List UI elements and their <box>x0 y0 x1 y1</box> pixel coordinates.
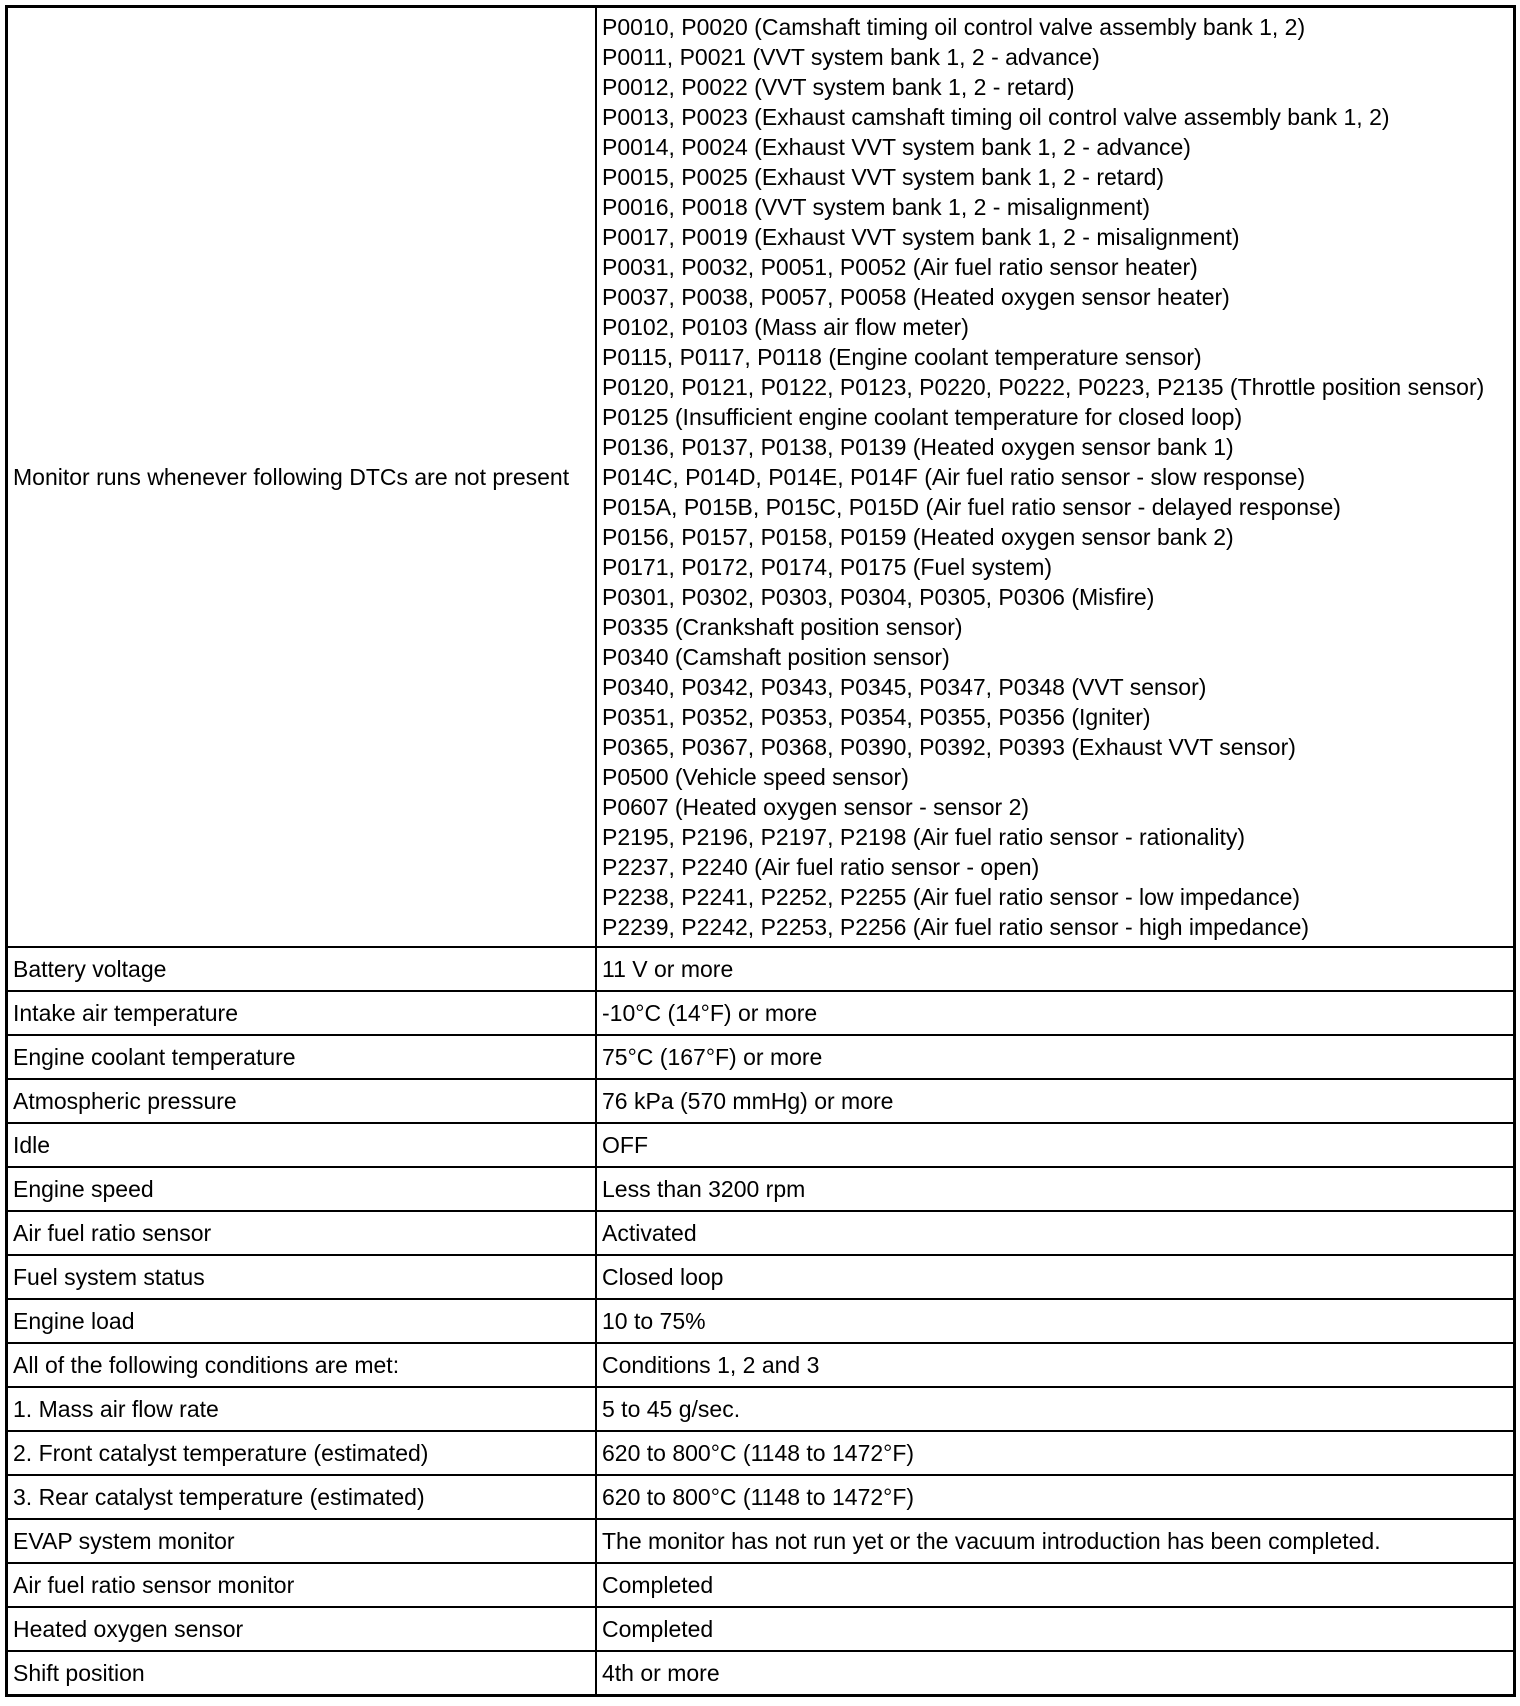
row-label: Shift position <box>7 1651 597 1696</box>
dtc-line: P0351, P0352, P0353, P0354, P0355, P0356 (Igniter) <box>602 704 1151 730</box>
row-label: Engine speed <box>7 1167 597 1211</box>
table-row <box>7 1167 1515 1211</box>
dtc-line: P0340, P0342, P0343, P0345, P0347, P0348 (VVT sensor) <box>602 674 1207 700</box>
table-row <box>7 1563 1515 1607</box>
row-label: 2. Front catalyst temperature (estimated) <box>7 1431 597 1475</box>
dtc-line: P0607 (Heated oxygen sensor - sensor 2) <box>602 794 1030 820</box>
table-body <box>7 7 1515 1696</box>
dtc-line: P0015, P0025 (Exhaust VVT system bank 1, 2 - retard) <box>602 164 1165 190</box>
row-label: Engine load <box>7 1299 597 1343</box>
row-label: Atmospheric pressure <box>7 1079 597 1123</box>
dtc-line: P0335 (Crankshaft position sensor) <box>602 614 963 640</box>
table-row <box>7 1387 1515 1431</box>
row-label: Air fuel ratio sensor monitor <box>7 1563 597 1607</box>
row-value: Conditions 1, 2 and 3 <box>596 1343 1515 1387</box>
row-value: Closed loop <box>596 1255 1515 1299</box>
row-value: -10°C (14°F) or more <box>596 991 1515 1035</box>
row-value: 620 to 800°C (1148 to 1472°F) <box>596 1475 1515 1519</box>
row-label: 3. Rear catalyst temperature (estimated) <box>7 1475 597 1519</box>
row-label: All of the following conditions are met: <box>7 1343 597 1387</box>
dtc-line: P0016, P0018 (VVT system bank 1, 2 - misalignment) <box>602 194 1151 220</box>
dtc-line: P0102, P0103 (Mass air flow meter) <box>602 314 969 340</box>
table-row <box>7 991 1515 1035</box>
row-label: Monitor runs whenever following DTCs are not present <box>7 7 597 948</box>
table-row <box>7 1651 1515 1696</box>
row-value: 4th or more <box>596 1651 1515 1696</box>
table-row <box>7 1211 1515 1255</box>
row-value: 11 V or more <box>596 947 1515 991</box>
row-value: Completed <box>596 1563 1515 1607</box>
row-label: Heated oxygen sensor <box>7 1607 597 1651</box>
row-value: 75°C (167°F) or more <box>596 1035 1515 1079</box>
row-label: 1. Mass air flow rate <box>7 1387 597 1431</box>
dtc-line: P0011, P0021 (VVT system bank 1, 2 - advance) <box>602 44 1100 70</box>
dtc-line: P0014, P0024 (Exhaust VVT system bank 1, 2 - advance) <box>602 134 1191 160</box>
dtc-line: P0010, P0020 (Camshaft timing oil control valve assembly bank 1, 2) <box>602 14 1306 40</box>
dtc-line: P0136, P0137, P0138, P0139 (Heated oxygen sensor bank 1) <box>602 434 1234 460</box>
dtc-line: P0031, P0032, P0051, P0052 (Air fuel ratio sensor heater) <box>602 254 1198 280</box>
row-label: Intake air temperature <box>7 991 597 1035</box>
dtc-line: P014C, P014D, P014E, P014F (Air fuel ratio sensor - slow response) <box>602 464 1306 490</box>
dtc-line: P2237, P2240 (Air fuel ratio sensor - open) <box>602 854 1040 880</box>
table-row <box>7 947 1515 991</box>
dtc-list-cell <box>596 7 1515 948</box>
row-label: Fuel system status <box>7 1255 597 1299</box>
table-row <box>7 1343 1515 1387</box>
row-label: Air fuel ratio sensor <box>7 1211 597 1255</box>
dtc-line: P0365, P0367, P0368, P0390, P0392, P0393 (Exhaust VVT sensor) <box>602 734 1296 760</box>
dtc-line: P0017, P0019 (Exhaust VVT system bank 1, 2 - misalignment) <box>602 224 1240 250</box>
table-row-dtc-conditions <box>7 7 1515 948</box>
dtc-line: P0156, P0157, P0158, P0159 (Heated oxygen sensor bank 2) <box>602 524 1234 550</box>
dtc-line: P0340 (Camshaft position sensor) <box>602 644 950 670</box>
row-label: Battery voltage <box>7 947 597 991</box>
row-value: 10 to 75% <box>596 1299 1515 1343</box>
table-row <box>7 1607 1515 1651</box>
row-value: Activated <box>596 1211 1515 1255</box>
table-row <box>7 1431 1515 1475</box>
dtc-line: P2195, P2196, P2197, P2198 (Air fuel ratio sensor - rationality) <box>602 824 1246 850</box>
dtc-line: P0120, P0121, P0122, P0123, P0220, P0222, P0223, P2135 (Throttle position sensor) <box>602 374 1485 400</box>
row-label: EVAP system monitor <box>7 1519 597 1563</box>
dtc-line: P015A, P015B, P015C, P015D (Air fuel ratio sensor - delayed response) <box>602 494 1341 520</box>
dtc-line: P0037, P0038, P0057, P0058 (Heated oxygen sensor heater) <box>602 284 1230 310</box>
dtc-line: P2238, P2241, P2252, P2255 (Air fuel ratio sensor - low impedance) <box>602 884 1301 910</box>
dtc-line: P0500 (Vehicle speed sensor) <box>602 764 909 790</box>
row-label: Idle <box>7 1123 597 1167</box>
monitor-conditions-table <box>5 5 1516 1697</box>
row-value: 76 kPa (570 mmHg) or more <box>596 1079 1515 1123</box>
row-value: OFF <box>596 1123 1515 1167</box>
table-row <box>7 1255 1515 1299</box>
table-row <box>7 1123 1515 1167</box>
row-value: The monitor has not run yet or the vacuum introduction has been completed. <box>596 1519 1515 1563</box>
table-row <box>7 1299 1515 1343</box>
row-value: Less than 3200 rpm <box>596 1167 1515 1211</box>
row-value: Completed <box>596 1607 1515 1651</box>
table-row <box>7 1035 1515 1079</box>
dtc-line: P0301, P0302, P0303, P0304, P0305, P0306 (Misfire) <box>602 584 1155 610</box>
table-row <box>7 1475 1515 1519</box>
dtc-line: P0013, P0023 (Exhaust camshaft timing oil control valve assembly bank 1, 2) <box>602 104 1390 130</box>
row-value: 5 to 45 g/sec. <box>596 1387 1515 1431</box>
dtc-line: P2239, P2242, P2253, P2256 (Air fuel ratio sensor - high impedance) <box>602 914 1310 940</box>
row-label: Engine coolant temperature <box>7 1035 597 1079</box>
dtc-line: P0115, P0117, P0118 (Engine coolant temperature sensor) <box>602 344 1202 370</box>
table-row <box>7 1079 1515 1123</box>
dtc-line: P0125 (Insufficient engine coolant temperature for closed loop) <box>602 404 1243 430</box>
dtc-line: P0012, P0022 (VVT system bank 1, 2 - retard) <box>602 74 1075 100</box>
dtc-line: P0171, P0172, P0174, P0175 (Fuel system) <box>602 554 1053 580</box>
table-row <box>7 1519 1515 1563</box>
row-value: 620 to 800°C (1148 to 1472°F) <box>596 1431 1515 1475</box>
